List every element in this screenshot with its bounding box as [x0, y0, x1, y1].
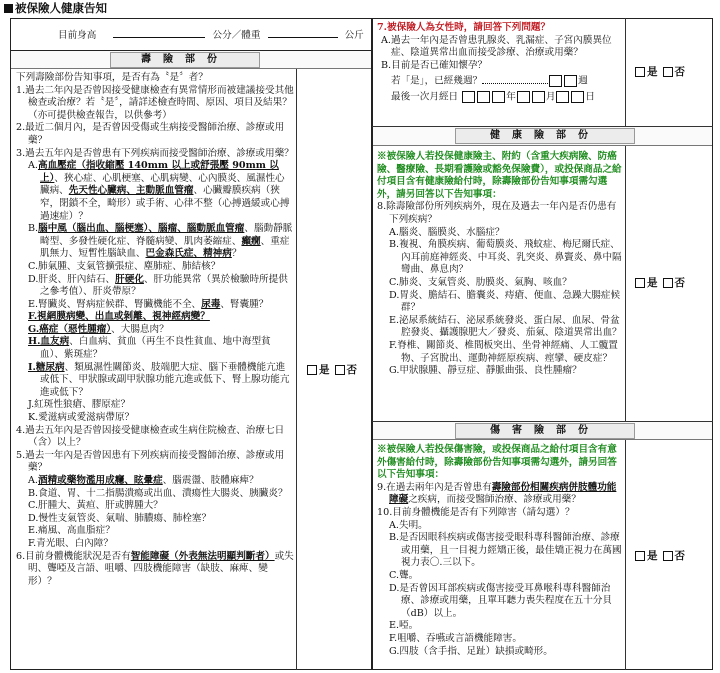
height-unit-label: 公分／體重 — [212, 30, 261, 41]
question-8-f: F.脊椎、關節炎、椎間板突出、坐骨神經痛、人工髖置物、子宮脫出、運動神經原疾病、痙攣、硬皮症？ — [389, 339, 618, 364]
life-no-checkbox[interactable] — [335, 365, 345, 375]
question-5-f: F.青光眼、白內障？ — [28, 537, 113, 549]
injury-answer — [632, 550, 685, 563]
question-3-i: I.糖尿病、類風濕性關節炎、肢端肥大症、腦下垂體機能亢進或低下、甲狀腺或副甲狀腺功能亢進或低下、腎上腺功能亢進或低下？ — [28, 361, 290, 398]
question-3-f: F.視網膜病變、出血或剝離、視神經病變？ — [28, 311, 210, 323]
question-7-b: B.目前是否已確知懷孕？ — [381, 59, 488, 71]
question-5-d: D.慢性支氣管炎、氣喘、肺膿瘍、肺栓塞？ — [28, 512, 212, 524]
life-no-label: 否 — [346, 364, 357, 376]
height-label: 目前身高 — [58, 30, 97, 41]
question-9: 9.在過去兩年內是否曾患有壽險部份相關疾病併肢體功能障礙之疾病，而接受醫師治療、診療或用藥？ — [377, 481, 617, 506]
question-3-h: H.血友病、白血病、貧血（再生不良性貧血、地中海型貧血）、紫斑症？ — [28, 336, 271, 361]
day-box-1[interactable] — [556, 91, 569, 103]
health-yes-checkbox[interactable] — [635, 278, 645, 288]
question-3-e: E.腎臟炎、腎病症候群、腎臟機能不全、尿毒、腎囊腫？ — [28, 298, 269, 310]
question-7-weeks: 若「是」，已經幾週？ 週 — [391, 75, 588, 87]
injury-no-label: 否 — [674, 550, 685, 562]
life-yes-label: 是 — [319, 364, 330, 376]
health-answer — [632, 277, 685, 290]
question-8-d: D.胃炎、膽結石、膽囊炎、痔瘡、便血、急躁大腸症候群？ — [389, 289, 621, 314]
injury-note: ※被保險人若投保傷害險，或投保商品之給付項目含有意外傷害給付時，除壽險部份告知事項需勾選外，請另回答以下告知事項： — [377, 444, 617, 481]
question-10-c: C.聾。 — [389, 569, 419, 581]
question-7-a: A.過去一年內是否曾患乳腺炎、乳漏症、子宮內膜異位症、陰道異常出血而接受診療、治療或用藥？ — [381, 34, 612, 59]
life-answer — [304, 364, 357, 377]
question-1: 1.過去二年內是否曾因接受健康檢查有異常情形而被建議接受其他檢查或治療？若〝是〞，請詳述檢查時間、原因、項目及結果？（亦可提供檢查報告，以供參考） — [16, 84, 294, 121]
month-box-1[interactable] — [517, 91, 530, 103]
health-yes-label: 是 — [647, 277, 658, 289]
weeks-box-2[interactable] — [564, 75, 577, 87]
question-10-b: B.是否因眼科疾病或傷害接受眼科專科醫師治療、診療或用藥，且一目視力經矯正後，最佳矯正視力在萬國視力表〇.三以下。 — [389, 532, 622, 569]
life-intro: 下列壽險部份告知事項，是否有為〝是〞者？ — [16, 72, 208, 83]
question-8-b: B.複視、角膜疾病、葡萄膜炎、飛蚊症、梅尼爾氏症、內耳前庭神經炎、中耳炎、乳突炎、鼻竇炎、鼻中隔彎曲、鼻息肉？ — [389, 239, 622, 276]
question-5-c: C.肝腫大、黃疸、肝或脾腫大？ — [28, 500, 163, 512]
health-no-checkbox[interactable] — [663, 278, 673, 288]
question-7: 7.被保險人為女性時，請回答下列問題？ — [377, 22, 551, 33]
year-box-3[interactable] — [492, 91, 505, 103]
question-3-j: J.紅斑性狼瘡、膠原症？ — [28, 399, 131, 411]
question-8-e: E.泌尿系統結石、泌尿系統發炎、蛋白尿、血尿、骨盆腔發炎、攝護腺肥大／發炎、茄氣、陰道異常出血？ — [389, 314, 622, 339]
question-3-g: G.癌症（惡性腫瘤）、大腸息肉？ — [28, 323, 169, 335]
question-10-e: E.啞。 — [389, 620, 419, 632]
month-box-2[interactable] — [532, 91, 545, 103]
question-8-c: C.肺炎、支氣管炎、肋膜炎、氣胸、咳血？ — [389, 276, 572, 288]
question-3-c: C.肺氣腫、支氣管擴張症、塵肺症、肺結核？ — [28, 260, 221, 272]
life-questions — [16, 72, 294, 588]
female-no-label: 否 — [674, 66, 685, 78]
question-6: 6.目前身體機能狀況是否有智能障礙（外表無法明顯判斷者）或失明、聾啞及言語、咀嚼、四肢機能障害（缺肢、麻痺、變形）？ — [16, 550, 294, 587]
female-no-checkbox[interactable] — [663, 67, 673, 77]
health-questions — [377, 151, 623, 378]
health-note: ※被保險人若投保健康險主、附約（含重大疾病險、防癌險、醫療險、長期看護險或豁免保險費），或投保商品之給付項目含有健康險給付時，除壽險部份告知事項需勾選外，請另回答以下告知事項： — [377, 151, 622, 200]
form-title-text: 被保險人健康告知 — [15, 1, 107, 15]
question-10-a: A.失明。 — [389, 519, 428, 531]
question-3: 3.過去五年內是否曾患有下列疾病而接受醫師治療、診療或用藥？ — [16, 147, 294, 159]
question-3-d: D.肝炎、肝內結石、肝硬化、肝功能異常（異於檢驗時所提供之參考值）、肝炎帶原？ — [28, 273, 288, 298]
question-3-a: A.高血壓症（指收縮壓 140mm 以上或舒張壓 90mm 以上）、狹心症、心肌梗塞、心肌病變、心內膜炎、風濕性心臟病、先天性心臟病、主動脈血管瘤、心臟瓣膜疾病（狹窄，閉鎖不全，畸形）或手術、心律不整（心搏過緩或心搏過速症）？ — [28, 160, 290, 222]
female-yes-label: 是 — [647, 66, 658, 78]
question-2: 2.最近二個月內，是否曾因受傷或生病接受醫師治療、診療或用藥？ — [16, 122, 285, 146]
female-answer — [632, 66, 685, 79]
question-8: 8.除壽險部份所列疾病外，現在及過去一年內是否仍患有下列疾病？ — [377, 201, 617, 225]
weight-input[interactable] — [268, 27, 338, 38]
weight-unit-label: 公斤 — [344, 30, 364, 41]
question-7-last-period: 最後一次月經日 年 月 日 — [391, 91, 595, 103]
injury-yes-label: 是 — [647, 550, 658, 562]
female-yes-checkbox[interactable] — [635, 67, 645, 77]
life-yes-checkbox[interactable] — [307, 365, 317, 375]
question-4: 4.過去五年內是否曾因接受健康檢查或生病住院檢查、治療七日（含）以上？ — [16, 424, 285, 449]
question-10: 10.目前身體機能是否有下列障害（請勾選）？ — [377, 506, 575, 518]
title-square-icon — [4, 4, 13, 13]
question-5: 5.過去一年內是否曾因患有下列疾病而接受醫師治療、診療或用藥？ — [16, 449, 285, 474]
question-3-k: K.愛滋病或愛滋病帶原？ — [28, 412, 135, 424]
day-box-2[interactable] — [571, 91, 584, 103]
injury-insurance-header: 傷害險部份 — [455, 423, 635, 439]
injury-no-checkbox[interactable] — [663, 551, 673, 561]
year-box-2[interactable] — [477, 91, 490, 103]
height-input[interactable] — [113, 27, 205, 38]
question-5-e: E.痛風、高血脂症？ — [28, 525, 115, 537]
form-title — [4, 2, 107, 15]
injury-questions — [377, 444, 623, 658]
question-8-g: G.甲狀腺腫、靜豆症、靜脈曲張、良性腫瘤？ — [389, 365, 582, 377]
question-5-b: B.食道、胃、十二指腸潰瘍或出血、潰瘍性大腸炎、胰臟炎？ — [28, 487, 288, 499]
health-no-label: 否 — [674, 277, 685, 289]
life-insurance-header: 壽險部份 — [110, 52, 260, 68]
year-box-1[interactable] — [462, 91, 475, 103]
injury-yes-checkbox[interactable] — [635, 551, 645, 561]
question-5-a: A.酒精或藥物濫用成癮、眩暈症、腦震盪、肢體麻痺？ — [28, 475, 259, 486]
health-insurance-header: 健康險部份 — [455, 128, 635, 144]
weeks-box-1[interactable] — [549, 75, 562, 87]
question-10-d: D.是否曾因耳部疾病或傷害接受耳鼻喉科專科醫師治療、診療或用藥，且單耳聽力喪失程度在五十分貝（dB）以上。 — [389, 582, 613, 619]
question-10-f: F.咀嚼、吞嚥或言語機能障害。 — [389, 632, 522, 644]
question-10-g: G.四肢（含手指、足趾）缺損或畸形。 — [389, 645, 553, 657]
question-3-b: B.腦中風（腦出血、腦梗塞）、腦瘤、腦動脈血管瘤、腦動靜脈畸型、多發性硬化症、脊髓病變、肌肉萎縮症、癲癇、重症肌無力、短暫性腦缺血、巴金森氏症、精神病？ — [28, 223, 293, 260]
question-8-a: A.腦炎、腦膜炎、水腦症？ — [389, 226, 505, 238]
female-questions — [377, 22, 623, 105]
height-weight-row — [10, 19, 372, 51]
